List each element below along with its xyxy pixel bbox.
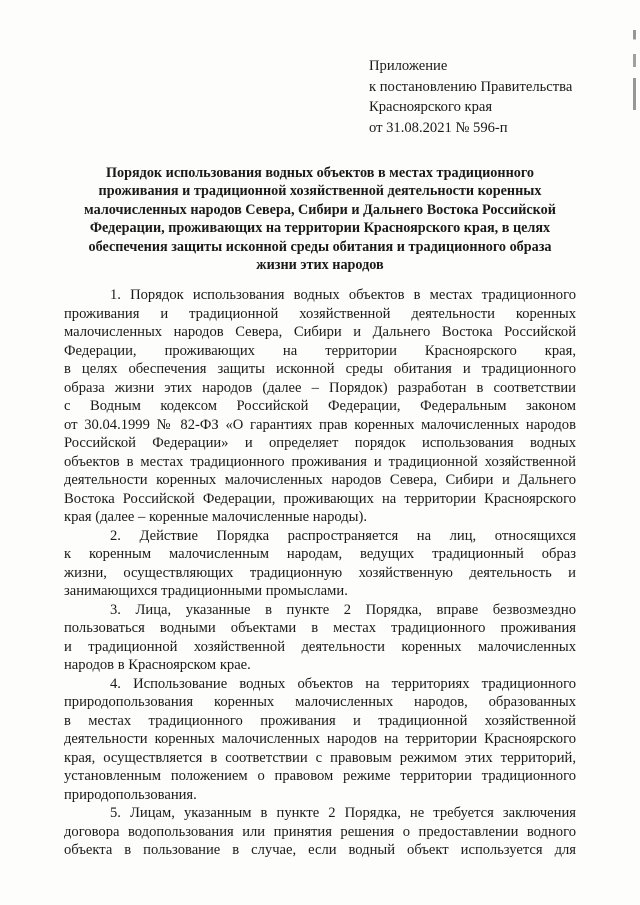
paragraph-line: природопользования коренных малочисленных народов, образованных <box>64 694 576 710</box>
paragraph-line: проживания и традиционной хозяйственной деятельности коренных <box>64 305 576 322</box>
paragraph-line: 3. Лица, указанные в пункте 2 Порядка, вправе безвозмездно <box>110 601 576 618</box>
appendix-header <box>369 56 631 138</box>
paragraph-line: 5. Лицам, указанным в пункте 2 Порядка, не требуется заключения <box>110 805 576 821</box>
paragraph-line: Федерации, проживающих на территории Красноярского края, <box>64 342 576 359</box>
paragraph-line: образа жизни этих народов (далее – Порядок) разработан в соответствии <box>64 379 576 396</box>
appendix-line: Приложение <box>369 58 448 74</box>
document-body <box>64 286 576 860</box>
paragraph-line: деятельности коренных малочисленных народов Севера, Сибири и Дальнего <box>64 472 576 488</box>
paragraph-line: Востока Российской Федерации, проживающих на территории Красноярского <box>64 490 576 507</box>
paragraph-line: малочисленных народов Севера, Сибири и Дальнего Востока Российской <box>64 324 576 340</box>
paragraph-line: и традиционной хозяйственной деятельности коренных малочисленных <box>64 638 576 655</box>
paragraph-line: занимающихся традиционными промыслами. <box>64 583 348 599</box>
appendix-line: к постановлению Правительства <box>369 78 573 95</box>
title-line: проживания и традиционной хозяйственной деятельности коренных <box>98 183 542 200</box>
paragraph-line: Российской Федерации» и определяет порядок использования водных <box>64 435 576 451</box>
paragraph-1 <box>64 286 576 527</box>
paragraph-line: края (далее – коренные малочисленные народы). <box>64 509 367 525</box>
title-line: обеспечения защиты исконной среды обитания и традиционного образа <box>88 238 552 255</box>
paragraph-line: края, осуществляется в соответствии с правовым режимом этих территорий, <box>64 749 576 766</box>
paragraph-5 <box>64 804 576 860</box>
title-line: Федерации, проживающих на территории Красноярского края, в целях <box>89 220 551 237</box>
title-line: Порядок использования водных объектов в местах традиционного <box>105 165 535 181</box>
title-line: малочисленных народов Севера, Сибири и Дальнего Востока Российской <box>84 201 556 218</box>
paragraph-line: народов в Красноярском крае. <box>64 657 251 673</box>
paragraph-line: в местах традиционного проживания и традиционной хозяйственной <box>64 712 576 729</box>
paragraph-line: к коренным малочисленным народам, ведущих традиционный образ <box>64 546 576 562</box>
paragraph-line: деятельности коренных малочисленных народов на территории Красноярского <box>64 731 576 747</box>
paragraph-line: в целях обеспечения защиты исконной среды обитания и традиционного <box>64 361 576 377</box>
paragraph-line: от 30.04.1999 № 82-ФЗ «О гарантиях прав коренных малочисленных народов <box>64 416 576 433</box>
paragraph-line: 1. Порядок использования водных объектов в местах традиционного <box>110 287 576 303</box>
appendix-line: Красноярского края <box>369 99 493 115</box>
paragraph-line: объектов в местах традиционного проживания и традиционной хозяйственной <box>64 453 576 470</box>
paragraph-line: договора водопользования или принятия решения о предоставлении водного <box>64 823 576 840</box>
scan-edge-mark <box>633 30 636 110</box>
paragraph-line: объекта в пользование в случае, если водный объект используется для <box>64 842 576 858</box>
paragraph-line: 2. Действие Порядка распространяется на лиц, относящихся <box>110 527 576 544</box>
paragraph-line: с Водным кодексом Российской Федерации, Федеральным законом <box>64 398 576 414</box>
paragraph-line: пользоваться водными объектами в местах традиционного проживания <box>64 620 576 636</box>
appendix-line: от 31.08.2021 № 596-п <box>369 119 508 136</box>
paragraph-4 <box>64 675 576 805</box>
paragraph-line: природопользования. <box>64 786 197 803</box>
paragraph-line: жизни, осуществляющих традиционную хозяйственную деятельность и <box>64 564 576 581</box>
paragraph-2 <box>64 527 576 601</box>
paragraph-line: установленным положением о правовом режиме территории традиционного <box>64 768 576 784</box>
paragraph-line: 4. Использование водных объектов на территориях традиционного <box>110 675 576 692</box>
document-title <box>60 164 580 274</box>
title-line: жизни этих народов <box>256 257 384 274</box>
paragraph-3 <box>64 601 576 675</box>
